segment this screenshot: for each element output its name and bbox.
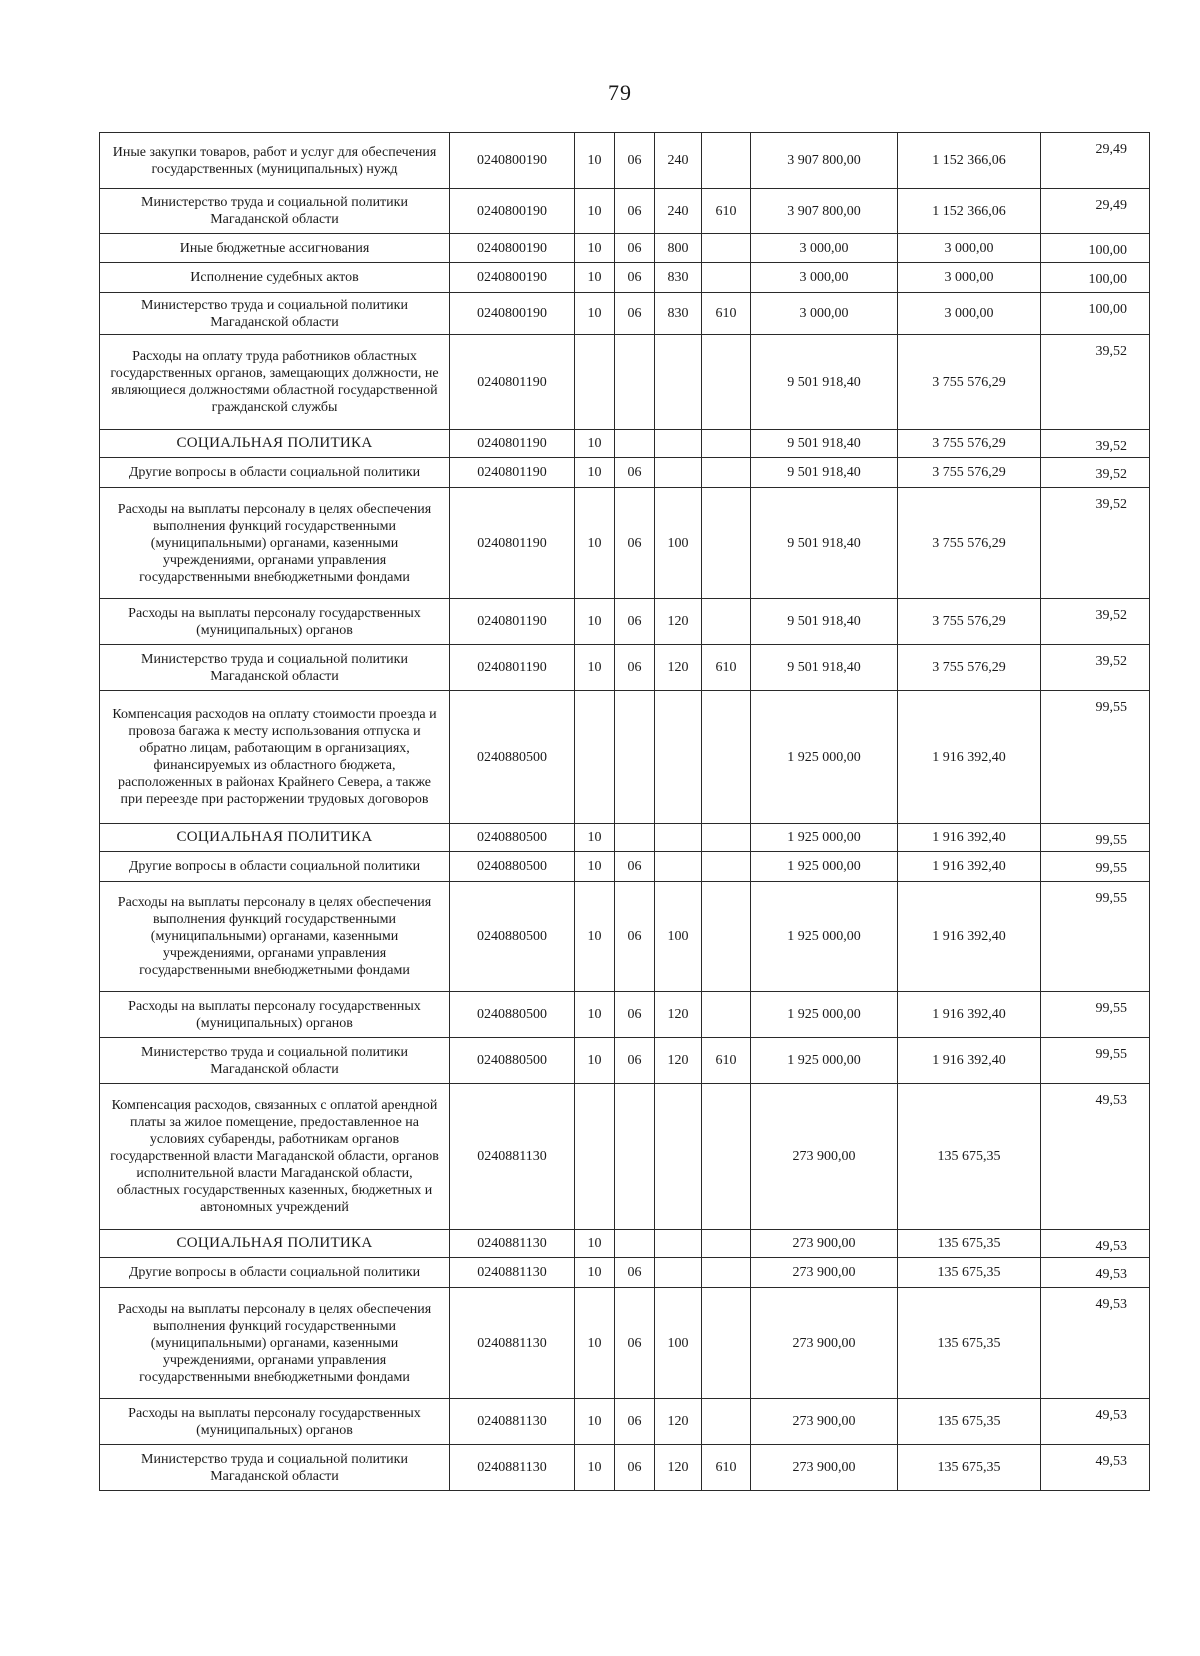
row-name-cell: Расходы на выплаты персоналу государственных (муниципальных) органов: [100, 599, 450, 645]
percent-cell: 49,53: [1041, 1230, 1150, 1258]
planned-amount-cell: 3 000,00: [751, 234, 898, 263]
table-row: [100, 1038, 1150, 1084]
actual-amount-cell: 1 916 392,40: [898, 1038, 1041, 1084]
table-row: [100, 1399, 1150, 1445]
organization-code-cell: [702, 599, 751, 645]
organization-code-cell: [702, 430, 751, 458]
percent-cell: 39,52: [1041, 488, 1150, 599]
percent-cell: 49,53: [1041, 1258, 1150, 1288]
target-code-cell: 0240800190: [450, 263, 575, 293]
row-name-cell: Компенсация расходов, связанных с оплатой арендной платы за жилое помещение, предоставленное на условиях субаренды, работникам органов государственной власти Магаданской области, органов исполнительной власти Магаданской области, областных государственных казенных, бюджетных и автономных учреждений: [100, 1084, 450, 1230]
organization-code-cell: 610: [702, 189, 751, 234]
subsection-cell: 06: [615, 458, 655, 488]
expense-type-cell: [655, 335, 702, 430]
expense-type-cell: 100: [655, 882, 702, 992]
subsection-cell: [615, 430, 655, 458]
target-code-cell: 0240800190: [450, 293, 575, 335]
target-code-cell: 0240881130: [450, 1288, 575, 1399]
percent-cell: 99,55: [1041, 852, 1150, 882]
planned-amount-cell: 3 000,00: [751, 263, 898, 293]
target-code-cell: 0240880500: [450, 824, 575, 852]
target-code-cell: 0240800190: [450, 133, 575, 189]
table-row: [100, 1288, 1150, 1399]
section-cell: 10: [575, 1258, 615, 1288]
expense-type-cell: [655, 458, 702, 488]
section-cell: 10: [575, 1288, 615, 1399]
target-code-cell: 0240881130: [450, 1258, 575, 1288]
planned-amount-cell: 3 907 800,00: [751, 133, 898, 189]
subsection-cell: 06: [615, 189, 655, 234]
expense-type-cell: [655, 691, 702, 824]
planned-amount-cell: 273 900,00: [751, 1258, 898, 1288]
percent-cell: 99,55: [1041, 882, 1150, 992]
percent-cell: 100,00: [1041, 234, 1150, 263]
percent-cell: 39,52: [1041, 458, 1150, 488]
table-row: [100, 335, 1150, 430]
subsection-cell: 06: [615, 599, 655, 645]
subsection-cell: 06: [615, 133, 655, 189]
planned-amount-cell: 1 925 000,00: [751, 852, 898, 882]
expense-type-cell: [655, 1084, 702, 1230]
section-cell: [575, 691, 615, 824]
percent-cell: 49,53: [1041, 1399, 1150, 1445]
target-code-cell: 0240880500: [450, 882, 575, 992]
section-cell: [575, 335, 615, 430]
expense-type-cell: 830: [655, 293, 702, 335]
row-name-cell: Другие вопросы в области социальной политики: [100, 458, 450, 488]
planned-amount-cell: 9 501 918,40: [751, 458, 898, 488]
expense-type-cell: 100: [655, 488, 702, 599]
section-cell: [575, 1084, 615, 1230]
section-cell: 10: [575, 234, 615, 263]
planned-amount-cell: 9 501 918,40: [751, 335, 898, 430]
table-row: [100, 234, 1150, 263]
expense-type-cell: 100: [655, 1288, 702, 1399]
percent-cell: 29,49: [1041, 133, 1150, 189]
subsection-cell: 06: [615, 263, 655, 293]
table-row: [100, 430, 1150, 458]
section-cell: 10: [575, 458, 615, 488]
target-code-cell: 0240800190: [450, 234, 575, 263]
expense-type-cell: 120: [655, 1038, 702, 1084]
expense-type-cell: [655, 430, 702, 458]
section-cell: 10: [575, 1038, 615, 1084]
table-row: [100, 645, 1150, 691]
expense-type-cell: 800: [655, 234, 702, 263]
planned-amount-cell: 1 925 000,00: [751, 691, 898, 824]
row-name-cell: Иные закупки товаров, работ и услуг для обеспечения государственных (муниципальных) нужд: [100, 133, 450, 189]
actual-amount-cell: 3 755 576,29: [898, 599, 1041, 645]
table-row: [100, 992, 1150, 1038]
table-row: [100, 882, 1150, 992]
subsection-cell: 06: [615, 234, 655, 263]
percent-cell: 49,53: [1041, 1445, 1150, 1491]
target-code-cell: 0240880500: [450, 691, 575, 824]
table-row: [100, 263, 1150, 293]
organization-code-cell: [702, 263, 751, 293]
planned-amount-cell: 1 925 000,00: [751, 992, 898, 1038]
table-row: [100, 691, 1150, 824]
section-cell: 10: [575, 1399, 615, 1445]
row-name-cell: Расходы на выплаты персоналу в целях обеспечения выполнения функций государственными (муниципальными) органами, казенными учреждениями, органами управления государственными внебюджетными фондами: [100, 882, 450, 992]
organization-code-cell: [702, 1288, 751, 1399]
actual-amount-cell: 1 152 366,06: [898, 189, 1041, 234]
actual-amount-cell: 135 675,35: [898, 1084, 1041, 1230]
table-row: [100, 189, 1150, 234]
actual-amount-cell: 1 916 392,40: [898, 691, 1041, 824]
section-cell: 10: [575, 488, 615, 599]
actual-amount-cell: 3 755 576,29: [898, 458, 1041, 488]
percent-cell: 39,52: [1041, 335, 1150, 430]
section-cell: 10: [575, 263, 615, 293]
subsection-cell: 06: [615, 1288, 655, 1399]
subsection-cell: 06: [615, 488, 655, 599]
subsection-cell: 06: [615, 852, 655, 882]
planned-amount-cell: 1 925 000,00: [751, 824, 898, 852]
subsection-cell: 06: [615, 1258, 655, 1288]
row-name-cell: Расходы на выплаты персоналу в целях обеспечения выполнения функций государственными (муниципальными) органами, казенными учреждениями, органами управления государственными внебюджетными фондами: [100, 1288, 450, 1399]
expense-type-cell: 120: [655, 599, 702, 645]
target-code-cell: 0240801190: [450, 599, 575, 645]
organization-code-cell: [702, 992, 751, 1038]
section-cell: 10: [575, 189, 615, 234]
actual-amount-cell: 1 152 366,06: [898, 133, 1041, 189]
actual-amount-cell: 3 000,00: [898, 293, 1041, 335]
organization-code-cell: [702, 1399, 751, 1445]
row-name-cell: СОЦИАЛЬНАЯ ПОЛИТИКА: [100, 430, 450, 458]
expense-type-cell: 120: [655, 1399, 702, 1445]
row-name-cell: Иные бюджетные ассигнования: [100, 234, 450, 263]
table-row: [100, 1445, 1150, 1491]
planned-amount-cell: 1 925 000,00: [751, 1038, 898, 1084]
section-cell: 10: [575, 1445, 615, 1491]
row-name-cell: СОЦИАЛЬНАЯ ПОЛИТИКА: [100, 1230, 450, 1258]
table-row: [100, 488, 1150, 599]
section-cell: 10: [575, 1230, 615, 1258]
subsection-cell: 06: [615, 992, 655, 1038]
subsection-cell: 06: [615, 1445, 655, 1491]
organization-code-cell: [702, 691, 751, 824]
table-row: [100, 1230, 1150, 1258]
organization-code-cell: [702, 335, 751, 430]
organization-code-cell: 610: [702, 1038, 751, 1084]
row-name-cell: Компенсация расходов на оплату стоимости проезда и провоза багажа к месту использования отпуска и обратно лицам, работающим в организациях, финансируемых из областного бюджета, расположенных в районах Крайнего Севера, а также при переезде при расторжении трудовых договоров: [100, 691, 450, 824]
page-number: 79: [608, 80, 632, 105]
budget-table: [99, 132, 1150, 1491]
subsection-cell: [615, 1084, 655, 1230]
expense-type-cell: 120: [655, 645, 702, 691]
section-cell: 10: [575, 430, 615, 458]
section-cell: 10: [575, 824, 615, 852]
organization-code-cell: [702, 882, 751, 992]
organization-code-cell: [702, 1258, 751, 1288]
expense-type-cell: 240: [655, 189, 702, 234]
organization-code-cell: 610: [702, 1445, 751, 1491]
planned-amount-cell: 273 900,00: [751, 1230, 898, 1258]
row-name-cell: Министерство труда и социальной политики Магаданской области: [100, 1445, 450, 1491]
row-name-cell: Расходы на оплату труда работников областных государственных органов, замещающих должности, не являющиеся должностями областной государственной гражданской службы: [100, 335, 450, 430]
target-code-cell: 0240801190: [450, 488, 575, 599]
planned-amount-cell: 1 925 000,00: [751, 882, 898, 992]
section-cell: 10: [575, 992, 615, 1038]
section-cell: 10: [575, 133, 615, 189]
organization-code-cell: 610: [702, 293, 751, 335]
percent-cell: 39,52: [1041, 430, 1150, 458]
actual-amount-cell: 3 755 576,29: [898, 335, 1041, 430]
organization-code-cell: [702, 1084, 751, 1230]
actual-amount-cell: 3 755 576,29: [898, 488, 1041, 599]
expense-type-cell: 830: [655, 263, 702, 293]
row-name-cell: Министерство труда и социальной политики Магаданской области: [100, 293, 450, 335]
actual-amount-cell: 3 000,00: [898, 234, 1041, 263]
subsection-cell: 06: [615, 1399, 655, 1445]
section-cell: 10: [575, 293, 615, 335]
target-code-cell: 0240881130: [450, 1445, 575, 1491]
target-code-cell: 0240880500: [450, 992, 575, 1038]
target-code-cell: 0240800190: [450, 189, 575, 234]
percent-cell: 99,55: [1041, 992, 1150, 1038]
section-cell: 10: [575, 882, 615, 992]
section-cell: 10: [575, 599, 615, 645]
actual-amount-cell: 3 000,00: [898, 263, 1041, 293]
expense-type-cell: [655, 824, 702, 852]
percent-cell: 39,52: [1041, 599, 1150, 645]
planned-amount-cell: 9 501 918,40: [751, 599, 898, 645]
target-code-cell: 0240880500: [450, 1038, 575, 1084]
percent-cell: 99,55: [1041, 1038, 1150, 1084]
actual-amount-cell: 1 916 392,40: [898, 852, 1041, 882]
target-code-cell: 0240881130: [450, 1230, 575, 1258]
organization-code-cell: [702, 133, 751, 189]
percent-cell: 49,53: [1041, 1084, 1150, 1230]
row-name-cell: СОЦИАЛЬНАЯ ПОЛИТИКА: [100, 824, 450, 852]
row-name-cell: Расходы на выплаты персоналу государственных (муниципальных) органов: [100, 1399, 450, 1445]
table-row: [100, 458, 1150, 488]
percent-cell: 49,53: [1041, 1288, 1150, 1399]
percent-cell: 99,55: [1041, 691, 1150, 824]
table-row: [100, 1258, 1150, 1288]
target-code-cell: 0240880500: [450, 852, 575, 882]
table-row: [100, 852, 1150, 882]
planned-amount-cell: 273 900,00: [751, 1288, 898, 1399]
subsection-cell: [615, 335, 655, 430]
planned-amount-cell: 273 900,00: [751, 1399, 898, 1445]
planned-amount-cell: 9 501 918,40: [751, 645, 898, 691]
table-row: [100, 133, 1150, 189]
planned-amount-cell: 3 000,00: [751, 293, 898, 335]
subsection-cell: 06: [615, 293, 655, 335]
row-name-cell: Исполнение судебных актов: [100, 263, 450, 293]
actual-amount-cell: 135 675,35: [898, 1288, 1041, 1399]
organization-code-cell: [702, 852, 751, 882]
planned-amount-cell: 3 907 800,00: [751, 189, 898, 234]
subsection-cell: [615, 1230, 655, 1258]
subsection-cell: 06: [615, 882, 655, 992]
percent-cell: 100,00: [1041, 293, 1150, 335]
planned-amount-cell: 9 501 918,40: [751, 488, 898, 599]
organization-code-cell: [702, 824, 751, 852]
row-name-cell: Министерство труда и социальной политики Магаданской области: [100, 1038, 450, 1084]
actual-amount-cell: 3 755 576,29: [898, 430, 1041, 458]
percent-cell: 100,00: [1041, 263, 1150, 293]
target-code-cell: 0240801190: [450, 458, 575, 488]
planned-amount-cell: 273 900,00: [751, 1445, 898, 1491]
subsection-cell: [615, 824, 655, 852]
target-code-cell: 0240881130: [450, 1399, 575, 1445]
table-row: [100, 1084, 1150, 1230]
actual-amount-cell: 3 755 576,29: [898, 645, 1041, 691]
budget-table-body: [100, 133, 1150, 1491]
organization-code-cell: [702, 234, 751, 263]
actual-amount-cell: 135 675,35: [898, 1399, 1041, 1445]
row-name-cell: Расходы на выплаты персоналу государственных (муниципальных) органов: [100, 992, 450, 1038]
expense-type-cell: 240: [655, 133, 702, 189]
organization-code-cell: [702, 1230, 751, 1258]
percent-cell: 39,52: [1041, 645, 1150, 691]
organization-code-cell: [702, 488, 751, 599]
row-name-cell: Расходы на выплаты персоналу в целях обеспечения выполнения функций государственными (муниципальными) органами, казенными учреждениями, органами управления государственными внебюджетными фондами: [100, 488, 450, 599]
expense-type-cell: [655, 852, 702, 882]
section-cell: 10: [575, 852, 615, 882]
percent-cell: 99,55: [1041, 824, 1150, 852]
row-name-cell: Другие вопросы в области социальной политики: [100, 1258, 450, 1288]
section-cell: 10: [575, 645, 615, 691]
target-code-cell: 0240801190: [450, 335, 575, 430]
row-name-cell: Министерство труда и социальной политики Магаданской области: [100, 645, 450, 691]
actual-amount-cell: 135 675,35: [898, 1258, 1041, 1288]
actual-amount-cell: 1 916 392,40: [898, 824, 1041, 852]
table-row: [100, 824, 1150, 852]
target-code-cell: 0240801190: [450, 430, 575, 458]
organization-code-cell: [702, 458, 751, 488]
subsection-cell: 06: [615, 1038, 655, 1084]
row-name-cell: Министерство труда и социальной политики Магаданской области: [100, 189, 450, 234]
planned-amount-cell: 273 900,00: [751, 1084, 898, 1230]
organization-code-cell: 610: [702, 645, 751, 691]
expense-type-cell: [655, 1258, 702, 1288]
actual-amount-cell: 1 916 392,40: [898, 992, 1041, 1038]
table-row: [100, 293, 1150, 335]
target-code-cell: 0240801190: [450, 645, 575, 691]
subsection-cell: [615, 691, 655, 824]
row-name-cell: Другие вопросы в области социальной политики: [100, 852, 450, 882]
percent-cell: 29,49: [1041, 189, 1150, 234]
expense-type-cell: 120: [655, 992, 702, 1038]
subsection-cell: 06: [615, 645, 655, 691]
target-code-cell: 0240881130: [450, 1084, 575, 1230]
actual-amount-cell: 1 916 392,40: [898, 882, 1041, 992]
planned-amount-cell: 9 501 918,40: [751, 430, 898, 458]
actual-amount-cell: 135 675,35: [898, 1230, 1041, 1258]
expense-type-cell: [655, 1230, 702, 1258]
expense-type-cell: 120: [655, 1445, 702, 1491]
table-row: [100, 599, 1150, 645]
actual-amount-cell: 135 675,35: [898, 1445, 1041, 1491]
